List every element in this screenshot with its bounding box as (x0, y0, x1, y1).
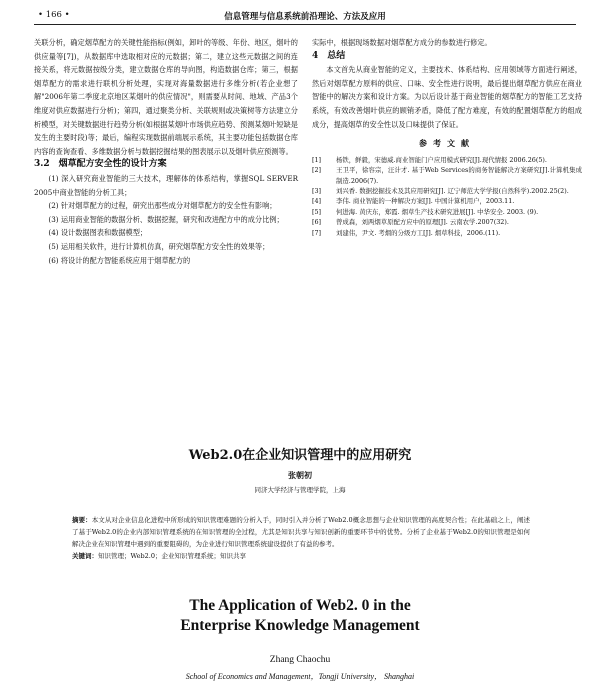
reference-item: [3] 刘兴香. 数据挖掘技术及其应用研究[J]. 辽宁师范大学学报(自然科学).2002.25(2). (312, 186, 569, 195)
abstract (72, 514, 530, 562)
article-title-en: The Application of Web2. 0 in the Enterprise Knowledge Management (180, 597, 420, 634)
summary-paragraph: 本文首先从商业智能的定义，主要技术、体系结构、应用领域等方面进行阐述，然后对烟草配方原料的供应、口味、安全性进行说明，最后提出烟草配方供应在商业智能中的解决方案和设计方案。为以后设计基于商业智能的烟草配方的智能工艺支持系统，有效改善烟叶供应的顾销矛盾，降低了配方难度，有效的配置烟草配方的组成成分，提高烟草的安全性以及口味提供了保证。 (312, 65, 582, 129)
reference-item: [6] 曾成森，刘两烟草原配方应中的原理[J]. 云南农学.2007(32). (312, 218, 509, 227)
body-paragraph: 关联分析，确定烟草配方的关键性能指标(例如，卸叶的等级、年份、地区，烟叶的供应量等[7])，从数据库中选取相对应的元数据；第二，建立这些元数据之间的连接关系，将元数据按级分类，建立数据仓库的导向图，构造数据仓库；第三，根据烟草配方的需求进行联机分析处理，实现对海量数据进行多维分析(若企业想了解"2006年第二季度北京地区某烟叶的供应情况"，则需要从时间、地域、产品3个维度对供应数据进行分析)；第四，通过聚类分析、关联规则或决策树等方法建立分析模型，对关键数据进行趋势分析(如根据某烟叶市场供应趋势、预测某烟叶短缺是发生的主要时段)等；最后，编程实现数据前端展示系统，其主要功能包括数据仓库内容的查询查看、多维数据分析与数据挖掘结果的图表展示以及烟叶供应预测等。 (34, 38, 298, 156)
list-item: (6) 将设计的配方智能系统应用于烟草配方的 (48, 255, 191, 265)
running-header (34, 8, 576, 25)
author-name-en: Zhang Chaochu (269, 655, 331, 665)
affiliation-cn: 同济大学经济与管理学院，上海 (254, 486, 346, 494)
right-column (312, 36, 582, 238)
article-title-cn: Web2.0在企业知识管理中的应用研究 (188, 448, 412, 463)
reference-item: [5] 何进海. 黄庆东，郑霞. 烟草生产技术研究进展[J]. 中华安全. 2003. (9). (312, 207, 539, 216)
abstract-text: 摘要：本文从对企业信息化进程中所形成的知识管理难题的分析入手，同时引入并分析了Web2.0概念思想与企业知识管理的高度契合性；在此基础之上，阐述了基于Web2.0的企业内部知识管理系统的在知识管理的全过程，尤其是知识共享与知识创新的重要环节中的优势。分析了企业基于Web2.0的知识管理是如何解决企业在知识管理中遇到的重要阻碍的，为企业进行知识管理系统建设提供了有益的参考。 (72, 516, 531, 548)
list-item: (2) 针对烟草配方的过程，研究出那些成分对烟草配方的安全性有影响； (48, 201, 277, 211)
list-item: (4) 设计数据图表和数据模型； (48, 228, 148, 238)
reference-item: [1] 杨铁，鲜毅，宋德威.商业智能门户应用模式研究[J].现代情报 2006.26(5). (312, 155, 547, 164)
list-item: (5) 运用相关软件，进行计算机仿真，研究烟草配方安全性的效果等； (48, 241, 270, 251)
affiliation-en: School of Economics and Management，Tongji University， Shanghai (185, 672, 415, 681)
journal-title: 信息管理与信息系统前沿理论、方法及应用 (224, 12, 386, 22)
keywords: 关键词：知识管理；Web2.0；企业知识管理系统；知识共享 (72, 552, 246, 560)
author-name-cn: 张朝初 (288, 470, 312, 480)
page-number: • 166 • (38, 10, 70, 20)
body-paragraph: 实际中，根据现场数据对烟草配方成分的参数进行修定。 (312, 38, 492, 47)
section-heading: 3.2 烟草配方安全性的设计方案 (34, 159, 167, 170)
references-heading: 参考文献 (419, 138, 475, 149)
list-item: (1) 深入研究商业智能的三大技术，理解体的体系结构，掌握SQL SERVER 2005中商业智能的分析工具； (34, 173, 298, 197)
reference-item: [2] 王卫平，徐容宗，汪计才. 基于Web Services的商务智能解决方案研究[J].计算机集成制造.2006(7). (312, 166, 582, 185)
reference-item: [7] 刘建伟，尹文. 考烟的分级方工[J]. 烟草科技，2006.(11). (312, 228, 501, 237)
section-heading: 4 总结 (312, 50, 346, 61)
list-item: (3) 运用商业智能的数据分析、数据挖掘，研究和改进配方中的成分比例； (48, 214, 284, 224)
reference-item: [4] 李伟. 商业智能的一种解决方案[J]. 中国计算机用户，2003.11. (312, 197, 515, 206)
left-column (34, 36, 298, 267)
